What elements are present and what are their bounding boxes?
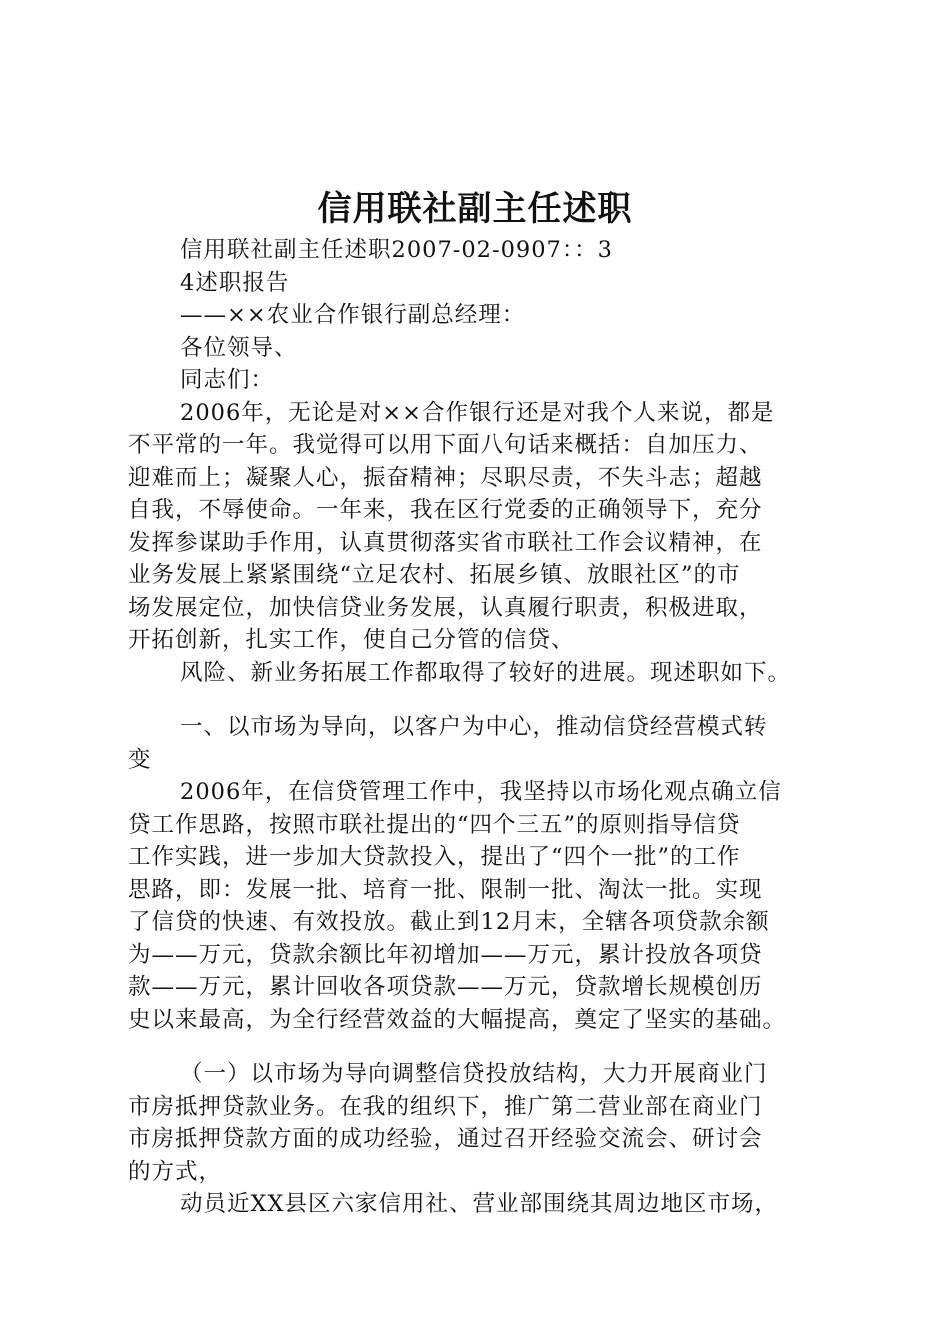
paragraph-line: 业务发展上紧紧围绕“立足农村、拓展乡镇、放眼社区”的市 (128, 562, 741, 588)
author-line: ——××农业合作银行副总经理： (180, 302, 526, 328)
paragraph-line: 市房抵押贷款业务。在我的组织下，推广第二营业部在商业门 (128, 1093, 763, 1120)
paragraph-line: 的方式， (128, 1158, 223, 1185)
salutation-line: 各位领导、 (180, 334, 298, 361)
paragraph-line: 工作实践，进一步加大贷款投入，提出了“四个一批”的工作 (128, 844, 741, 870)
paragraph-gap (128, 689, 848, 711)
paragraph-line: 2006年，无论是对××合作银行还是对我个人来说，都是 (180, 399, 775, 426)
document-body (128, 234, 848, 1221)
paragraph-line: 思路，即：发展一批、培育一批、限制一批、淘汰一批。实现 (128, 876, 763, 903)
paragraph-line: 不平常的一年。我觉得可以用下面八句话来概括：自加压力、 (128, 432, 763, 458)
section-heading-line: 一、以市场为导向，以客户为中心，推动信贷经营模式转 (180, 714, 768, 740)
paragraph-line: 迎难而上；凝聚人心，振奋精神；尽职尽责，不失斗志；超越 (128, 464, 763, 491)
subtitle-line: 4述职报告 (180, 269, 290, 296)
paragraph-line: 动员近XX县区六家信用社、营业部围绕其周边地区市场， (180, 1191, 779, 1217)
paragraph-gap (128, 1036, 848, 1058)
paragraph-line: 市房抵押贷款方面的成功经验，通过召开经验交流会、研讨会 (128, 1126, 763, 1152)
paragraph-line: 开拓创新，扎实工作，使自己分管的信贷、 (128, 627, 575, 653)
paragraph-line: 贷工作思路，按照市联社提出的“四个三五”的原则指导信贷 (128, 811, 741, 838)
paragraph-line: 了信贷的快速、有效投放。截止到12月末，全辖各项贷款余额 (128, 909, 770, 935)
paragraph-line: （一）以市场为导向调整信贷投放结构，大力开展商业门 (180, 1061, 768, 1087)
salutation-line: 同志们： (180, 367, 275, 393)
paragraph-line: 风险、新业务拓展工作都取得了较好的进展。现述职如下。 (180, 659, 792, 686)
paragraph-line: 款——万元，累计回收各项贷款——万元，贷款增长规模创历 (128, 974, 763, 1000)
document-title: 信用联社副主任述职 (317, 189, 633, 229)
paragraph-line: 自我，不辱使命。一年来，我在区行党委的正确领导下，充分 (128, 497, 763, 523)
paragraph-line: 场发展定位，加快信贷业务发展，认真履行职责，积极进取， (128, 594, 763, 621)
paragraph-line: 发挥参谋助手作用，认真贯彻落实省市联社工作会议精神，在 (128, 529, 763, 556)
section-heading-line: 变 (128, 746, 152, 773)
paragraph-line: 史以来最高，为全行经营效益的大幅提高，奠定了坚实的基础。 (128, 1006, 787, 1033)
subtitle-line: 信用联社副主任述职2007-02-0907：：3 (180, 237, 613, 263)
paragraph-line: 2006年，在信贷管理工作中，我坚持以市场化观点确立信 (180, 779, 782, 805)
paragraph-line: 为——万元，贷款余额比年初增加——万元，累计投放各项贷 (128, 941, 763, 968)
